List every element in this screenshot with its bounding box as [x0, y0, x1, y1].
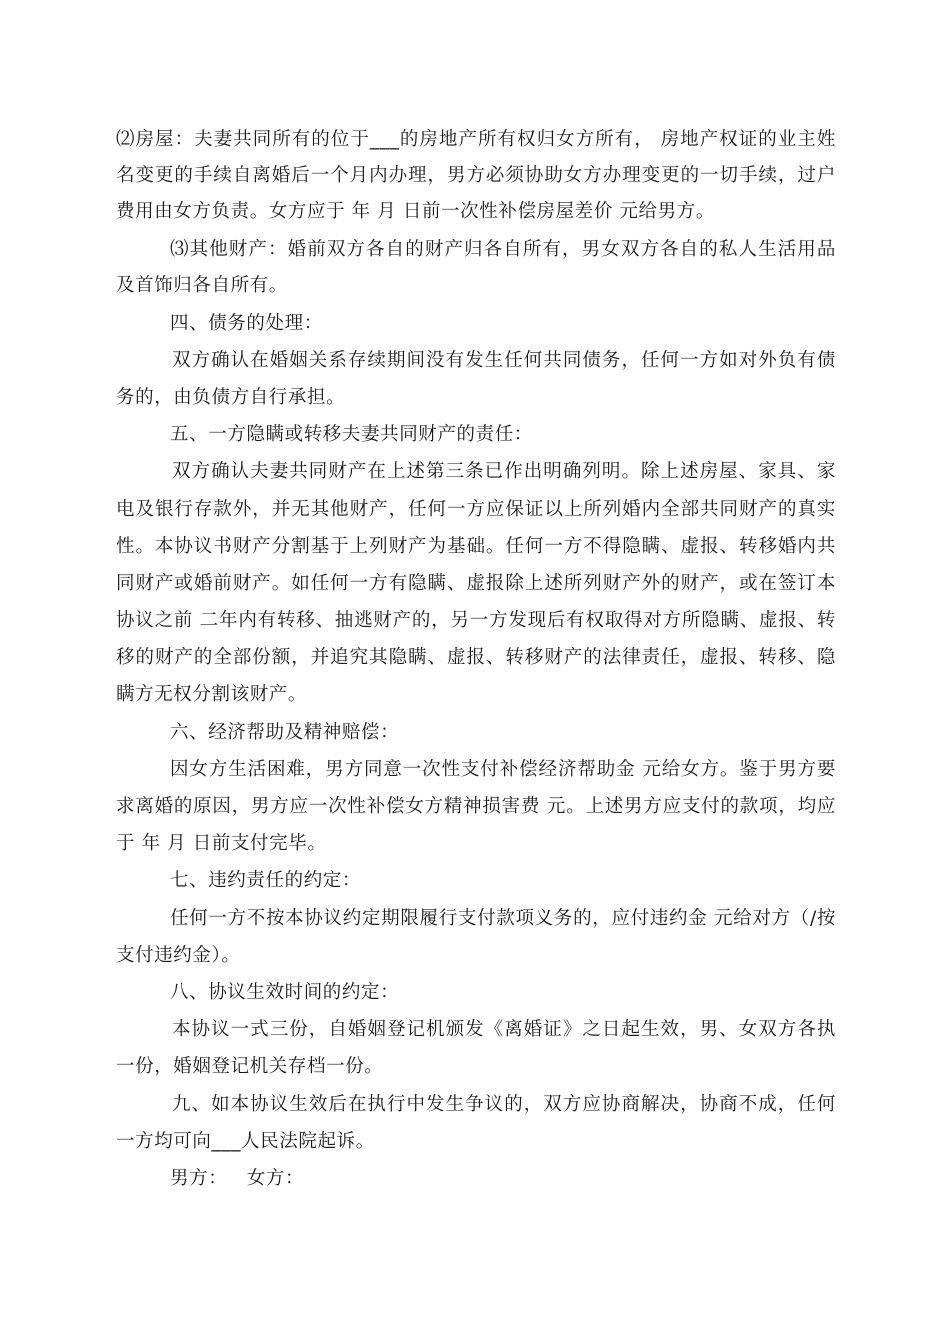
text-line: 瞒方无权分割该财产。	[116, 684, 308, 705]
text-line: 九、如本协议生效后在执行中发生争议的，双方应协商解决，协商不成，任何	[172, 1094, 836, 1115]
section-heading: 七、违约责任的约定：	[170, 870, 362, 891]
text-line: 任何一方不按本协议约定期限履行支付款项义务的，应付违约金 元给对方（/按	[170, 908, 836, 929]
text-line: 务的，由负债方自行承担。	[116, 387, 346, 408]
text-line: 双方确认在婚姻关系存续期间没有发生任何共同债务，任何一方如对外负有债	[172, 350, 836, 371]
text-line: 同财产或婚前财产。如任何一方有隐瞒、虚报除上述所列财产外的财产，或在签订本	[116, 573, 836, 594]
text-line: 本协议一式三份，自婚姻登记机颁发《离婚证》之日起生效，男、女双方各执	[172, 1019, 836, 1040]
text-line: ⑶其他财产：婚前双方各自的财产归各自所有，男女双方各自的私人生活用品	[170, 239, 836, 260]
text-line: 一份，婚姻登记机关存档一份。	[116, 1056, 384, 1077]
text-line: 双方确认夫妻共同财产在上述第三条已作出明确列明。除上述房屋、家具、家	[172, 461, 836, 482]
text-line: 移的财产的全部份额，并追究其隐瞒、虚报、转移财产的法律责任，虚报、转移、隐	[116, 647, 836, 668]
text-line: 求离婚的原因，男方应一次性补偿女方精神损害费 元。上述男方应支付的款项，均应	[116, 796, 836, 817]
section-heading: 五、一方隐瞒或转移夫妻共同财产的责任：	[170, 424, 533, 445]
section-heading: 四、债务的处理：	[170, 313, 323, 334]
text-line: 性。本协议书财产分割基于上列财产为基础。任何一方不得隐瞒、虚报、转移婚内共	[116, 536, 836, 557]
text-line: 名变更的手续自离婚后一个月内办理，男方必须协助女方办理变更的一切手续，过户	[116, 165, 836, 186]
text-line: 因女方生活困难，男方同意一次性支付补偿经济帮助金 元给女方。鉴于男方要	[170, 759, 836, 780]
text-line: ⑵房屋：夫妻共同所有的位于___的房地产所有权归女方所有， 房地产权证的业主姓	[116, 129, 836, 150]
text-line: 费用由女方负责。女方应于 年 月 日前一次性补偿房屋差价 元给男方。	[116, 201, 715, 222]
text-line: 协议之前 二年内有转移、抽逃财产的，另一方发现后有权取得对方所隐瞒、虚报、转	[116, 610, 836, 631]
text-line: 于 年 月 日前支付完毕。	[116, 833, 327, 854]
text-line: 及首饰归各自所有。	[116, 275, 288, 296]
signature-line: 男方： 女方：	[170, 1168, 305, 1189]
section-heading: 六、经济帮助及精神赔偿：	[170, 722, 400, 743]
text-line: 电及银行存款外，并无其他财产，任何一方应保证以上所列婚内全部共同财产的真实	[116, 499, 836, 520]
section-heading: 八、协议生效时间的约定：	[170, 982, 400, 1003]
text-line: 一方均可向___人民法院起诉。	[116, 1131, 375, 1152]
text-line: 支付违约金）。	[116, 945, 241, 966]
